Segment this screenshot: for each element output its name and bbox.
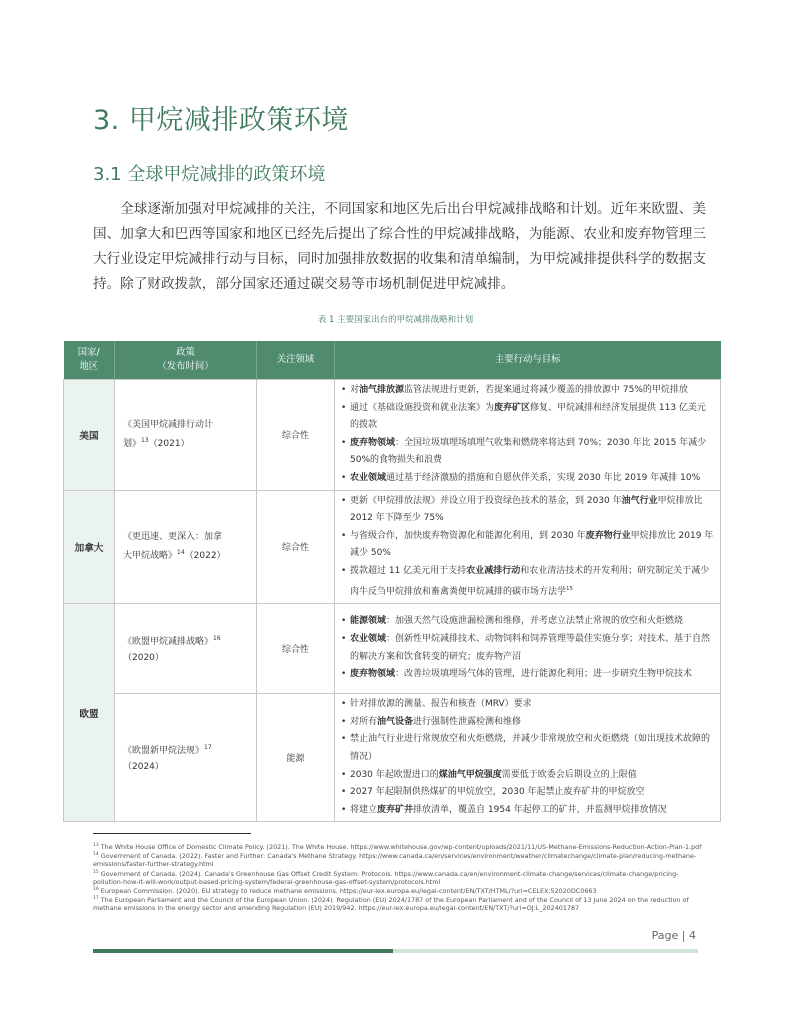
list-item: • 更新《甲烷排放法规》并设立用于投资绿色技术的基金，到 2030 年油气行业甲烷排放比 2012 年下降至少 75% (341, 493, 714, 528)
list-item: • 农业领域通过基于经济激励的措施和自愿伙伴关系，实现 2030 年比 2019 年减排 10% (341, 470, 714, 488)
header-actions: 主要行动与目标 (335, 341, 721, 380)
focus-cell: 综合性 (257, 380, 335, 491)
actions-cell (335, 490, 721, 604)
header-country: 国家/ 地区 (64, 341, 115, 380)
section-heading: 3. 甲烷减排政策环境 (93, 105, 349, 136)
focus-cell: 综合性 (257, 604, 335, 694)
footnote-13: $^{13}$ The White House Office of Domestic Climate Policy. (2021). The White House. https://www.whitehouse.gov/wp-content/uploads/2021/11/US-Methane-Emissions-Reduction-Action-Plan-1.pdf (93, 843, 702, 852)
table-row (64, 490, 721, 604)
header-focus: 关注领域 (257, 341, 335, 380)
policy-table (63, 341, 721, 822)
subsection-heading: 3.1 全球甲烷减排的政策环境 (93, 164, 326, 185)
list-item: • 与省级合作，加快废弃物资源化和能源化利用，到 2030 年废弃物行业甲烷排放比 2019 年减少 50% (341, 528, 714, 563)
intro-paragraph: 全球逐渐加强对甲烷减排的关注，不同国家和地区先后出台甲烷减排战略和计划。近年来欧盟、美国、加拿大和巴西等国家和地区已经先后提出了综合性的甲烷减排战略，为能源、农业和废弃物管理三大行业设定甲烷减排行动与目标，同时加强排放数据的收集和清单编制，为甲烷减排提供科学的数据支持。除了财政拨款，部分国家还通过碳交易等市场机制促进甲烷减排。 (93, 201, 706, 292)
footnotes (93, 842, 703, 912)
footnote-17: $^{17}$ The European Parliament and the Council of the European Union. (2024). Regulation (EU) 2024/1787 of the European Parliament and of the Council of 13 June 2024 on the reduction of methane emissions in the energy sector and amending Regulation (EU) 2019/942. https://eur-lex.europa.eu/legal-content/EN/TXT/?uri=OJ:L_202401787 (93, 896, 689, 913)
list-item: • 针对排放源的测量、报告和核查（MRV）要求 (341, 696, 714, 714)
footnote-divider (93, 833, 251, 834)
list-item: • 将建立废弃矿井排放清单，覆盖自 1954 年起停工的矿井，并监测甲烷排放情况 (341, 802, 714, 820)
list-item: • 废弃物领域：改善垃圾填埋场气体的管理，进行能源化利用；进一步研究生物甲烷技术 (341, 666, 714, 684)
list-item: • 2027 年起限制供热煤矿的甲烷放空，2030 年起禁止废弃矿井的甲烷放空 (341, 784, 714, 802)
list-item: • 对所有油气设备进行强制性泄露检测和维修 (341, 714, 714, 732)
actions-cell (335, 694, 721, 822)
table-header-row (64, 341, 721, 380)
policy-cell: 《美国甲烷减排行动计 划》$^{13}$（2021） (115, 380, 257, 491)
actions-cell (335, 604, 721, 694)
country-cell: 加拿大 (64, 490, 115, 604)
list-item: • 拨款超过 11 亿美元用于支持农业减排行动和农业清洁技术的开发利用；研究制定关于减少肉牛反刍甲烷排放和畜禽粪便甲烷减排的碳市场方法学$^{15}$ (341, 563, 714, 601)
list-item: • 对油气排放源监管法规进行更新，若提案通过将减少覆盖的排放源中 75%的甲烷排放 (341, 382, 714, 400)
policy-cell: 《欧盟新甲烷法规》$^{17}$ （2024） (115, 694, 257, 822)
policy-cell: 《欧盟甲烷减排战略》$^{16}$ （2020） (115, 604, 257, 694)
table-row (64, 694, 721, 822)
footnote-14: $^{14}$ Government of Canada. (2022). Faster and Further: Canada's Methane Strategy. https://www.canada.ca/en/services/environment/weather/climatechange/climate-plan/reducing-methane-emissions/faster-further-strategy.html (93, 852, 697, 869)
actions-cell (335, 380, 721, 491)
country-cell: 美国 (64, 380, 115, 491)
table-caption: 表 1 主要国家出台的甲烷减排战略和计划 (317, 315, 474, 325)
country-cell: 欧盟 (64, 604, 115, 822)
footer-bar-dark (93, 949, 393, 953)
list-item: • 废弃物领域：全国垃圾填埋场填埋气收集和燃烧率将达到 70%；2030 年比 2015 年减少 50%的食物损失和浪费 (341, 435, 714, 470)
footnote-16: $^{16}$ European Commission. (2020). EU strategy to reduce methane emissions. https://eur-lex.europa.eu/legal-content/EN/TXT/HTML/?uri=CELEX:52020DC0663 (93, 886, 597, 895)
header-policy: 政策 （发布时间） (115, 341, 257, 380)
focus-cell: 能源 (257, 694, 335, 822)
footnote-15: $^{15}$ Government of Canada. (2024). Canada's Greenhouse Gas Offset Credit System: Protocols. https://www.canada.ca/en/environment-climate-change/services/climate-change/pricing-pollution-how-it-will-work/output-based-pricing-system/federal-greenhouse-gas-offset-system/protocols.html (93, 869, 679, 886)
table-row (64, 604, 721, 694)
list-item: • 2030 年起欧盟进口的煤油气甲烷强度需要低于欧委会后期设立的上限值 (341, 767, 714, 785)
table-row (64, 380, 721, 491)
focus-cell: 综合性 (257, 490, 335, 604)
policy-cell: 《更迅速、更深入：加拿 大甲烷战略》$^{14}$（2022） (115, 490, 257, 604)
footer-bar-light (393, 949, 698, 953)
list-item: • 农业领域：创新性甲烷减排技术、动物饲料和饲养管理等最佳实施分享；对技术、基于自然的解决方案和饮食转变的研究；废弃物产沼 (341, 631, 714, 666)
list-item: • 能源领域：加强天然气设施泄漏检测和维修，并考虑立法禁止常规的放空和火炬燃烧 (341, 613, 714, 631)
list-item: • 禁止油气行业进行常规放空和火炬燃烧，并减少非常规放空和火炬燃烧（如出现技术故障的情况） (341, 731, 714, 766)
page-number: Page | 4 (651, 929, 696, 942)
list-item: • 通过《基础设施投资和就业法案》为废弃矿区修复、甲烷减排和经济发展提供 113 亿美元的拨款 (341, 400, 714, 435)
